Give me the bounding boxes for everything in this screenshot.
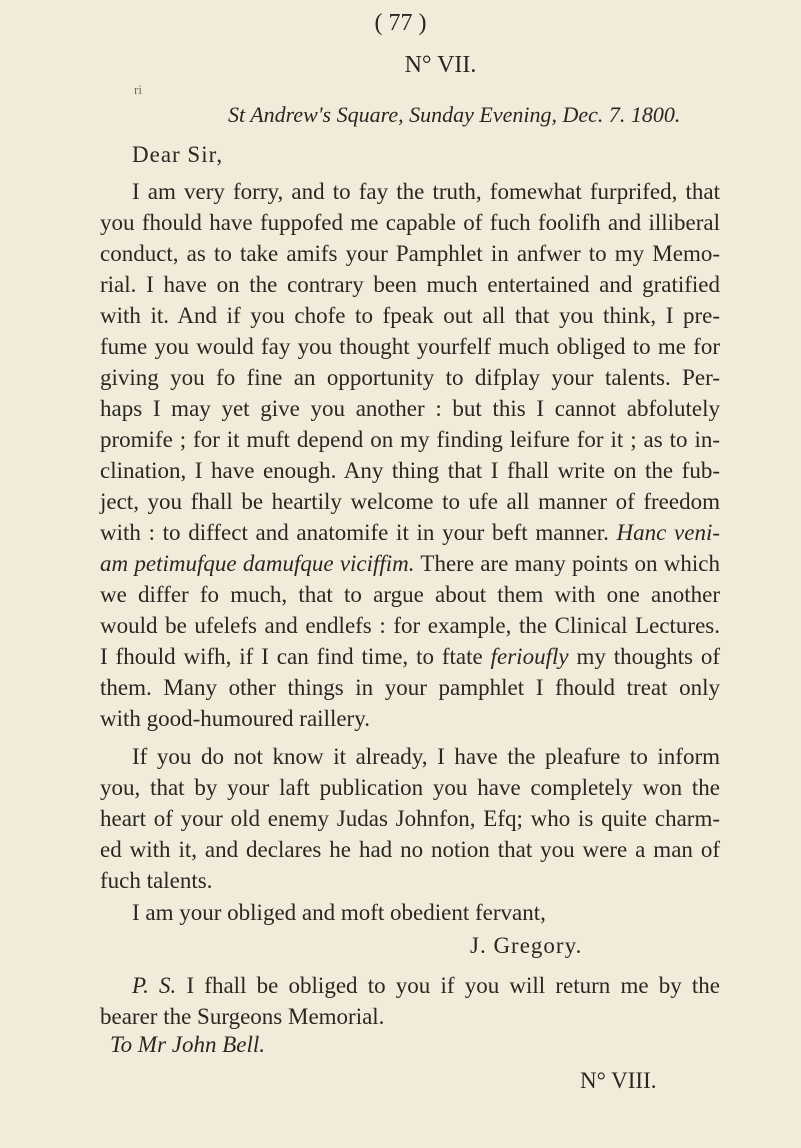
body-line: them. Many other things in your pamphlet I fhould treat only <box>100 675 720 700</box>
next-letter-number: N° VIII. <box>580 1068 657 1093</box>
emphasis-word: ferioufly <box>490 644 569 669</box>
page-number: ( 77 ) <box>374 10 427 36</box>
body-line-text: with : to diffect and anatomife it in your beft manner. <box>100 520 609 545</box>
body-line: you, that by your laft publication you have completely won the <box>100 775 720 800</box>
signature: J. Gregory. <box>470 933 583 958</box>
dateline-date: Dec. 7. 1800. <box>562 102 681 127</box>
postscript-line: bearer the Surgeons Memorial. <box>100 1004 385 1029</box>
body-line: promife ; for it muft depend on my finding leifure for it ; as to in- <box>100 427 720 452</box>
body-line: ed with it, and declares he had no notion that you were a man of <box>100 837 720 862</box>
closing-line: I am your obliged and moft obedient fervant, <box>132 900 546 925</box>
body-line: conduct, as to take amifs your Pamphlet in anfwer to my Memo- <box>100 241 720 266</box>
body-line: we differ fo much, that to argue about them with one another <box>100 582 720 607</box>
body-line <box>100 517 720 548</box>
body-line: giving you fo fine an opportunity to difplay your talents. Per- <box>100 365 720 390</box>
body-line <box>100 641 720 672</box>
body-line: haps I may yet give you another : but this I cannot abfolutely <box>100 396 720 421</box>
body-line: rial. I have on the contrary been much entertained and gratified <box>100 272 720 297</box>
body-line: heart of your old enemy Judas Johnfon, Efq; who is quite charm- <box>100 806 720 831</box>
body-line-text: my thoughts of <box>576 644 721 669</box>
postscript-label: P. S. <box>132 973 177 998</box>
salutation: Dear Sir, <box>132 142 224 167</box>
dateline-place: St Andrew's Square, <box>228 102 404 127</box>
body-line: I am very forry, and to fay the truth, fomewhat furprifed, that <box>132 179 720 204</box>
body-line: If you do not know it already, I have the pleafure to inform <box>132 744 720 769</box>
body-line: clination, I have enough. Any thing that I fhall write on the fub- <box>100 458 720 483</box>
postscript-line <box>100 970 720 1001</box>
body-line: with it. And if you chofe to fpeak out all that you think, I pre- <box>100 303 720 328</box>
body-line: fume you would fay you thought yourfelf much obliged to me for <box>100 334 720 359</box>
body-line: would be ufelefs and endlefs : for example, the Clinical Lectures. <box>100 613 720 638</box>
latin-quote: Hanc veni- <box>616 520 721 545</box>
body-line-text: There are many points on which <box>420 551 720 576</box>
stray-mark: ri <box>134 82 142 97</box>
body-line <box>100 548 720 579</box>
latin-quote-cont: am petimufque damufque viciffim. <box>100 551 415 576</box>
body-line: with good-humoured raillery. <box>100 706 370 731</box>
body-line: you fhould have fuppofed me capable of fuch foolifh and illiberal <box>100 210 720 235</box>
body-line: ject, you fhall be heartily welcome to ufe all manner of freedom <box>100 489 720 514</box>
body-line-text: I fhould wifh, if I can find time, to ftate <box>100 644 483 669</box>
dateline-day: Sunday Evening, <box>409 102 557 127</box>
letter-number: N° VII. <box>404 52 477 78</box>
body-line: fuch talents. <box>100 868 213 893</box>
dateline <box>228 102 680 128</box>
addressee: To Mr John Bell. <box>110 1032 266 1057</box>
postscript-text: I fhall be obliged to you if you will return me by the <box>186 973 721 998</box>
